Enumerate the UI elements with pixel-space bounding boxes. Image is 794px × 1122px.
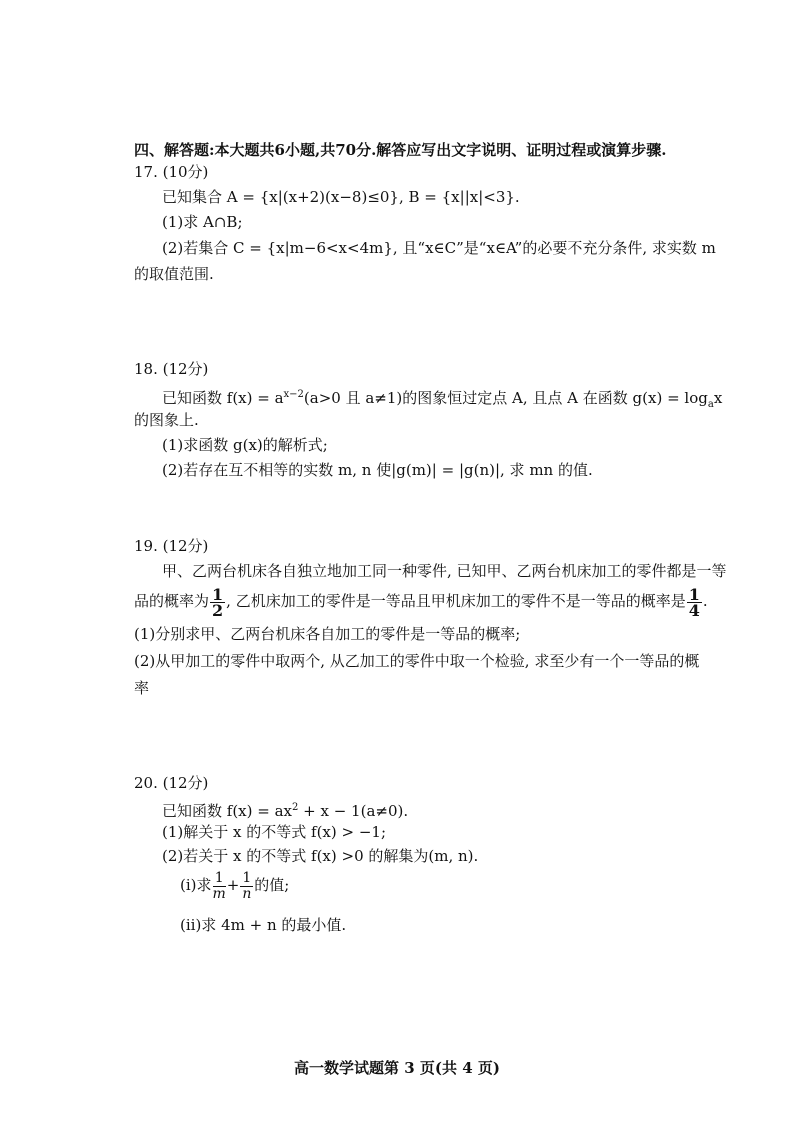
q20-stem-a: 已知函数 f(x) = ax [162,802,292,820]
q19-stem-line2-c: . [702,592,708,610]
q20-fraction-1-over-m-num: 1 [213,871,226,887]
q19-stem-line2-a: 品的概率为 [134,592,210,610]
q20-part1: (1)解关于 x 的不等式 f(x) > −1; [162,823,386,841]
q17-part1: (1)求 A∩B; [162,213,243,231]
q18-part1: (1)求函数 g(x)的解析式; [162,436,328,454]
q20-fraction-1-over-n-den: n [242,885,252,902]
q17-number: 17. (10分) [134,163,209,181]
q20-fraction-1-over-n-num: 1 [242,869,252,886]
q19-fraction-quarter-den: 4 [688,600,700,620]
q20-sub-i-a: (ⅰ)求 [180,876,212,894]
q20-part2: (2)若关于 x 的不等式 f(x) >0 的解集为(m, n). [162,847,479,865]
q20-sub-i-b: 的值; [254,876,290,894]
q18-part2: (2)若存在互不相等的实数 m, n 使|g(m)| = |g(n)|, 求 mn 的值. [162,461,593,479]
q17-stem: 已知集合 A = {x|(x+2)(x−8)≤0}, B = {x||x|<3}. [162,188,520,206]
q19-part2-cont: 率 [134,679,150,697]
q20-stem-exponent: 2 [292,802,299,813]
q17-part2: (2)若集合 C = {x|m−6<x<4m}, 且“x∈C”是“x∈A”的必要不充分条件, 求实数 m [162,239,716,257]
page-footer: 高一数学试题第 3 页(共 4 页) [294,1059,500,1077]
q20-stem-b: + x − 1(a≠0). [298,802,409,820]
q19-fraction-quarter-num: 1 [688,584,700,604]
q19-stem-line2 [134,582,708,620]
q20-stem [162,798,408,821]
q19-fraction-half-den: 2 [212,600,224,620]
q18-stem-subscript: a [707,399,714,410]
q20-sub-i [180,866,289,904]
q19-part2: (2)从甲加工的零件中取两个, 从乙加工的零件中取一个检验, 求至少有一个一等品的概 [134,652,700,670]
q20-sub-ii: (ⅱ)求 4m + n 的最小值. [180,916,347,934]
q19-part1: (1)分别求甲、乙两台机床各自加工的零件是一等品的概率; [134,625,521,643]
q19-fraction-half-num: 1 [212,584,224,604]
q19-number: 19. (12分) [134,537,209,555]
q19-stem-line2-b: , 乙机床加工的零件是一等品且甲机床加工的零件不是一等品的概率是 [226,592,686,610]
q20-sub-i-plus: + [226,876,240,894]
q20-fraction-1-over-m-den: m [212,885,226,902]
q19-fraction-quarter [687,584,702,620]
q20-fraction-1-over-m [213,871,226,902]
q18-stem [162,385,722,415]
q18-stem-c: x [713,389,723,407]
q19-fraction-half [210,584,225,620]
q18-number: 18. (12分) [134,360,209,378]
q18-stem-a: 已知函数 f(x) = a [162,389,284,407]
q17-part2-cont: 的取值范围. [134,265,214,283]
q19-stem-line1: 甲、乙两台机床各自独立地加工同一种零件, 已知甲、乙两台机床加工的零件都是一等 [162,562,727,580]
q20-fraction-1-over-n [240,871,253,902]
q18-stem-cont: 的图象上. [134,411,199,429]
q20-number: 20. (12分) [134,774,209,792]
section-heading: 四、解答题:本大题共6小题,共70分.解答应写出文字说明、证明过程或演算步骤. [134,141,667,159]
q18-stem-b: (a>0 且 a≠1)的图象恒过定点 A, 且点 A 在函数 g(x) = log [303,389,708,407]
q18-stem-exponent: x−2 [283,389,304,400]
